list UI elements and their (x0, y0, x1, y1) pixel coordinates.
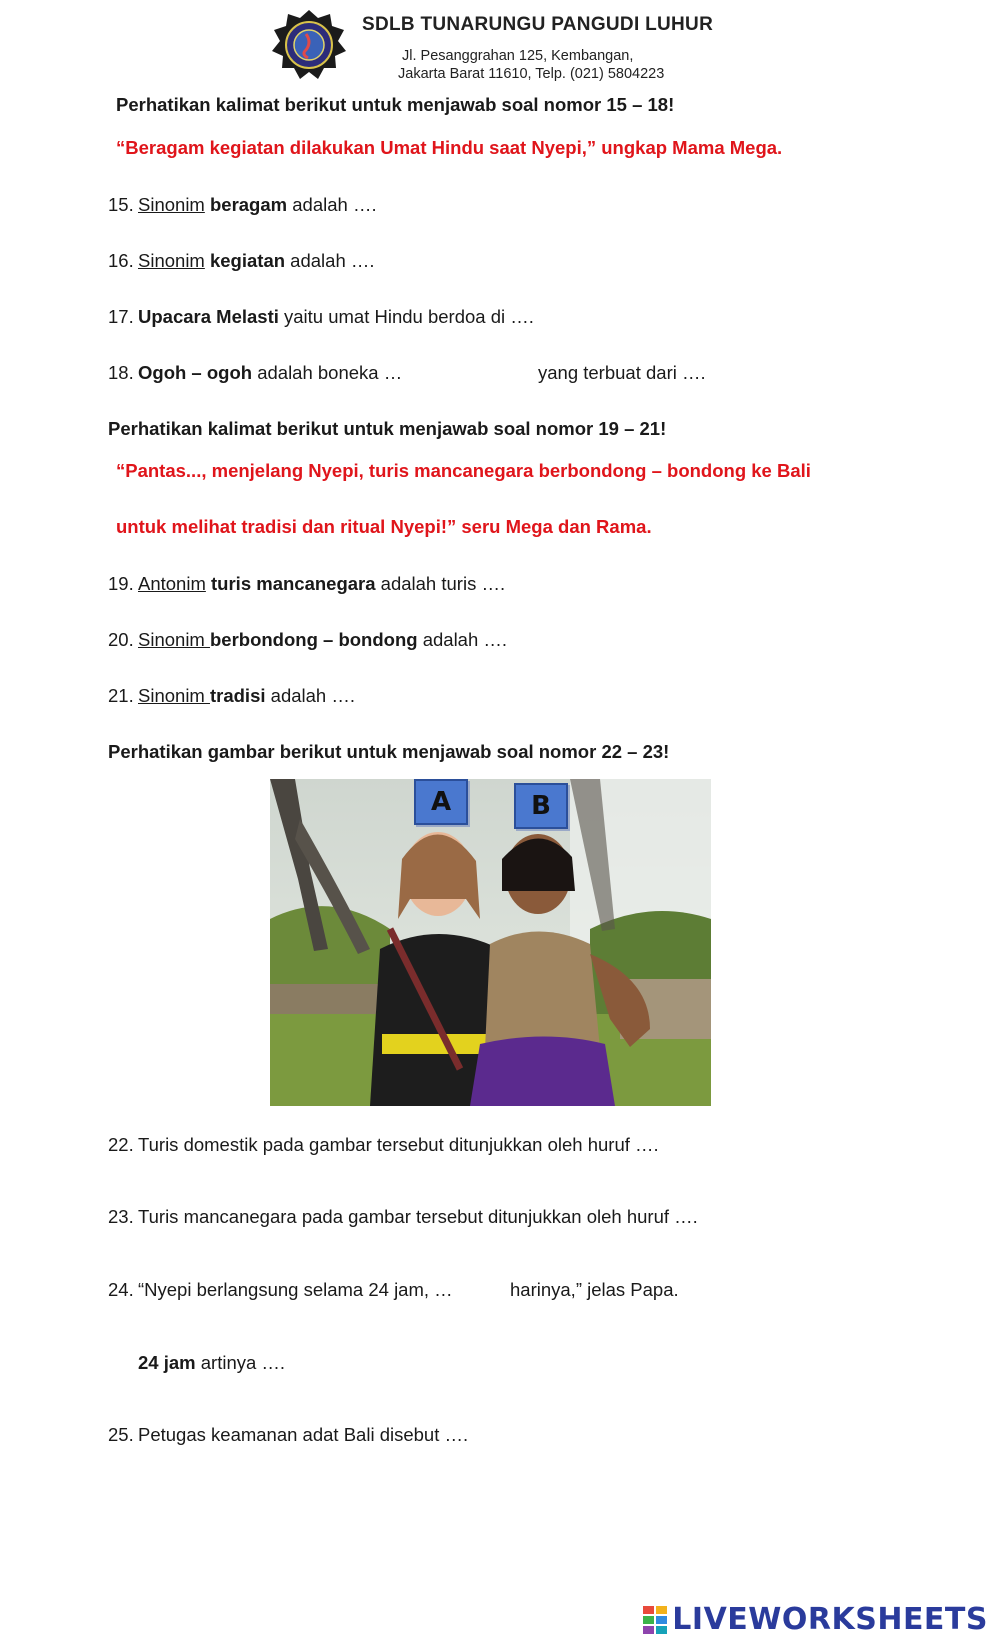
question-19 (108, 573, 505, 595)
keyword: beragam (209, 194, 288, 215)
question-16 (108, 250, 375, 272)
keyword: Upacara Melasti (138, 306, 279, 327)
question-text: “Nyepi berlangsung selama 24 jam, … (138, 1279, 453, 1300)
label-b: B (514, 783, 568, 829)
question-24 (108, 1279, 453, 1301)
question-15 (108, 194, 377, 216)
keyword: tradisi (209, 685, 266, 706)
address-line-1: Jl. Pesanggrahan 125, Kembangan, (402, 48, 634, 64)
question-text: adalah …. (287, 194, 377, 215)
question-25 (108, 1424, 468, 1446)
address-line-2: Jakarta Barat 11610, Telp. (021) 5804223 (398, 66, 665, 82)
keyword-type: Sinonim (138, 250, 205, 271)
question-22 (108, 1134, 659, 1156)
question-number: 24. (108, 1279, 134, 1300)
question-number: 23. (108, 1206, 134, 1227)
question-text: adalah …. (265, 685, 355, 706)
question-text: Turis mancanegara pada gambar tersebut ditunjukkan oleh huruf …. (138, 1206, 698, 1227)
question-number: 16. (108, 250, 134, 271)
label-a: A (414, 779, 468, 825)
keyword: turis mancanegara (211, 573, 376, 594)
instruction-22-23: Perhatikan gambar berikut untuk menjawab soal nomor 22 – 23! (108, 741, 670, 762)
keyword-type: Antonim (138, 573, 206, 594)
question-text: Petugas keamanan adat Bali disebut …. (138, 1424, 469, 1445)
instruction-19-21: Perhatikan kalimat berikut untuk menjawab soal nomor 19 – 21! (108, 418, 667, 439)
question-18 (108, 362, 402, 384)
question-text: adalah …. (417, 629, 508, 650)
question-text: Turis domestik pada gambar tersebut ditunjukkan oleh huruf …. (138, 1134, 659, 1155)
keyword: 24 jam (138, 1352, 196, 1373)
instruction-15-18: Perhatikan kalimat berikut untuk menjawab soal nomor 15 – 18! (116, 94, 675, 115)
keyword: berbondong – bondong (209, 629, 418, 650)
question-23 (108, 1206, 698, 1228)
keyword: Ogoh – ogoh (138, 362, 253, 383)
question-17 (108, 306, 534, 328)
question-text: yaitu umat Hindu berdoa di …. (278, 306, 534, 327)
question-number: 20. (108, 629, 134, 650)
liveworksheets-logo-icon (642, 1605, 668, 1635)
keyword-type: Sinonim (138, 194, 205, 215)
quote-15-18: “Beragam kegiatan dilakukan Umat Hindu saat Nyepi,” ungkap Mama Mega. (116, 137, 783, 158)
question-number: 21. (108, 685, 134, 706)
question-number: 25. (108, 1424, 134, 1445)
question-18-continuation: yang terbuat dari …. (538, 362, 706, 383)
question-24-subquestion (138, 1352, 285, 1374)
keyword-type: Sinonim (138, 685, 210, 706)
question-text: adalah turis …. (375, 573, 506, 594)
question-number: 22. (108, 1134, 134, 1155)
school-name: SDLB TUNARUNGU PANGUDI LUHUR (362, 14, 714, 35)
quote-19-21-line-1: “Pantas..., menjelang Nyepi, turis mancanegara berbondong – bondong ke Bali (116, 460, 811, 481)
question-number: 18. (108, 362, 134, 383)
question-24-continuation: harinya,” jelas Papa. (510, 1279, 679, 1300)
quote-19-21-line-2: untuk melihat tradisi dan ritual Nyepi!” seru Mega dan Rama. (116, 516, 652, 537)
question-text: adalah boneka … (252, 362, 403, 383)
keyword: kegiatan (209, 250, 286, 271)
question-number: 17. (108, 306, 134, 327)
liveworksheets-brand[interactable] (642, 1602, 988, 1637)
question-number: 19. (108, 573, 134, 594)
question-number: 15. (108, 194, 134, 215)
keyword-type: Sinonim (138, 629, 210, 650)
question-21 (108, 685, 355, 707)
school-address (400, 47, 664, 83)
brand-name: LIVEWORKSHEETS (672, 1602, 988, 1637)
school-logo (268, 8, 350, 84)
question-text: artinya …. (195, 1352, 286, 1373)
question-20 (108, 629, 507, 651)
question-text: adalah …. (285, 250, 375, 271)
tourist-photo (270, 779, 711, 1106)
